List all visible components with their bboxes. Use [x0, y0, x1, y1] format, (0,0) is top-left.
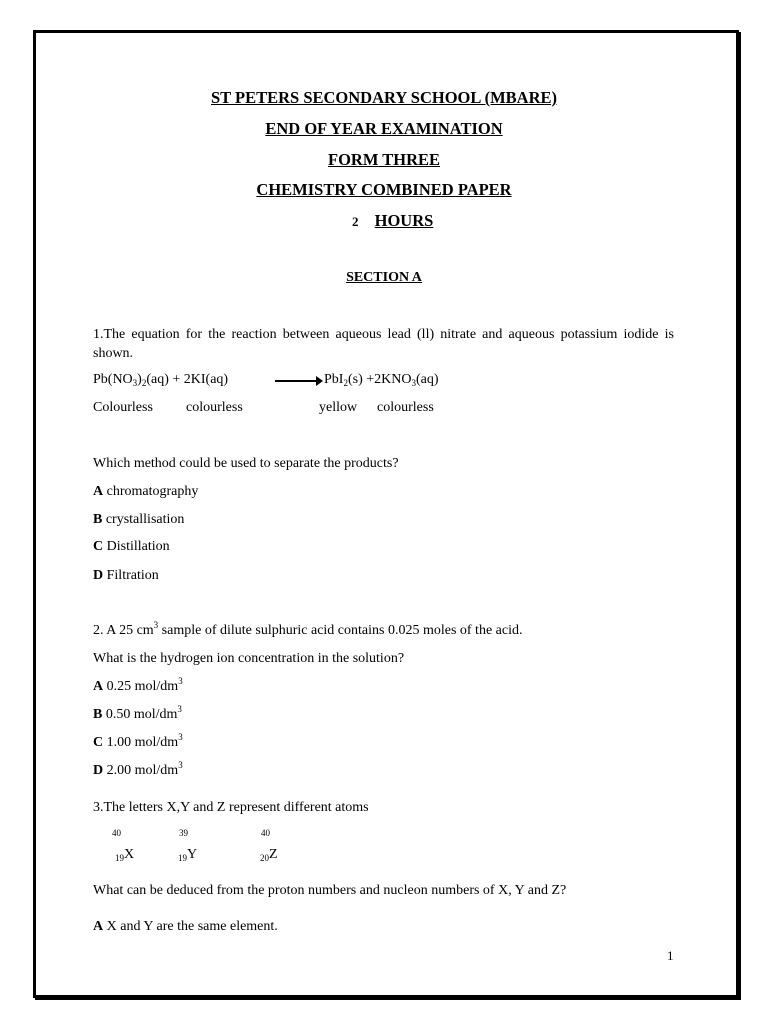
q1-option-a: A chromatography	[93, 484, 199, 499]
q1-option-b: B crystallisation	[93, 512, 185, 527]
colour-label: yellow	[319, 400, 358, 415]
q2-text: 2. A 25 $cm^3$ sample of dilute sulphuric acid contains 0.025 moles of the acid.	[93, 620, 523, 638]
q1-text: 1.The equation for the reaction between aqueous lead (ll) nitrate and aqueous potassium iodide is shown.	[93, 327, 674, 361]
colour-label: colourless	[186, 400, 243, 415]
q3-option-a: A X and Y are the same element.	[93, 919, 278, 934]
duration	[352, 211, 433, 231]
q2-option-a: A 0.25 mol/$dm^3$	[93, 676, 183, 694]
paper-title: CHEMISTRY COMBINED PAPER	[256, 180, 512, 199]
exam-title: END OF YEAR EXAMINATION	[265, 119, 503, 138]
page-number: 1	[667, 948, 674, 963]
colour-label: Colourless	[93, 400, 153, 415]
atom-x: $_{19}$X	[115, 847, 135, 863]
q3-question: What can be deduced from the proton numbers and nucleon numbers of X, Y and Z?	[93, 883, 567, 898]
atom-z-mass: 40	[261, 828, 270, 838]
duration-unit: HOURS	[374, 211, 434, 230]
q2-option-d: D 2.00 mol/$dm^3$	[93, 760, 183, 778]
q2-option-b: B 0.50 mol/$dm^3$	[93, 704, 182, 722]
q3-text: 3.The letters X,Y and Z represent different atoms	[93, 800, 369, 815]
reaction-arrow-icon	[275, 380, 317, 382]
school-name: ST PETERS SECONDARY SCHOOL (MBARE)	[211, 88, 557, 107]
section-heading: SECTION A	[346, 270, 422, 285]
atom-y: $_{19}$Y	[178, 847, 198, 863]
q1-equation-rhs: $PbI_2(s) +2KNO_3(aq)$	[324, 372, 439, 388]
form-title: FORM THREE	[328, 150, 440, 169]
atom-x-mass: 40	[112, 828, 121, 838]
q1-option-c: C Distillation	[93, 539, 170, 554]
atom-z: $_{20}$Z	[260, 847, 278, 863]
duration-number: 2	[352, 214, 359, 229]
atom-y-mass: 39	[179, 828, 188, 838]
colour-label: colourless	[377, 400, 434, 415]
q2-option-c: C 1.00 mol/$dm^3$	[93, 732, 183, 750]
q1-question: Which method could be used to separate the products?	[93, 456, 399, 471]
q1-equation-lhs: $Pb(NO_3)_2(aq) + 2KI(aq)$	[93, 372, 229, 388]
q1-option-d: D Filtration	[93, 568, 159, 583]
q2-question: What is the hydrogen ion concentration in the solution?	[93, 651, 405, 666]
